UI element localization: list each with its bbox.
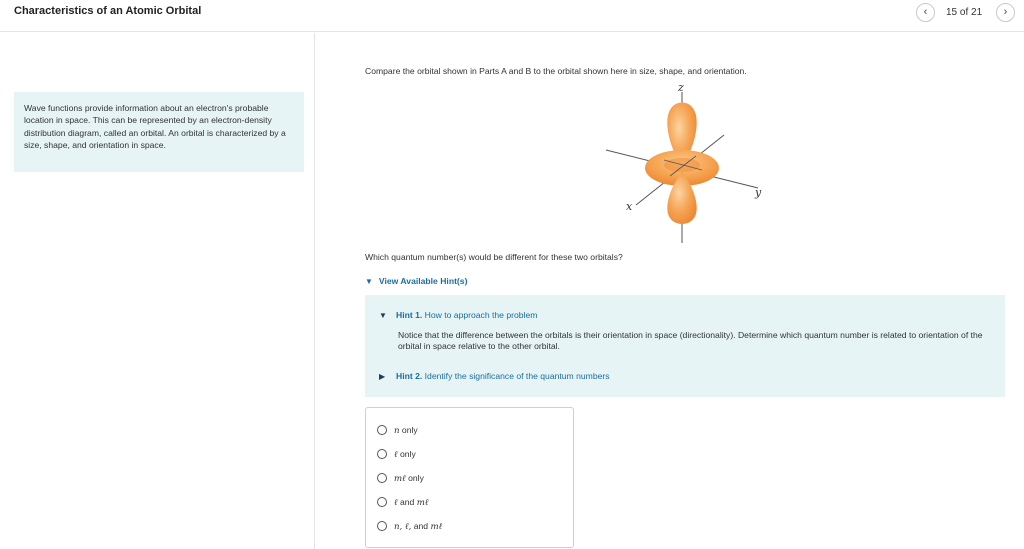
previous-page-button[interactable] — [916, 3, 935, 22]
option-label: n only — [394, 424, 418, 436]
hints-panel — [365, 295, 1005, 397]
option-label: n, ℓ, and mℓ — [394, 520, 443, 532]
question-prompt: Compare the orbital shown in Parts A and B to the orbital shown here in size, shape, and orientation. — [365, 66, 747, 76]
question-text: Which quantum number(s) would be different for these two orbitals? — [365, 252, 623, 262]
chevron-right-icon: › — [1003, 6, 1008, 18]
triangle-down-icon: ▼ — [365, 277, 373, 286]
hint-1-number: Hint 1. — [396, 310, 423, 320]
page-counter: 15 of 21 — [946, 7, 983, 18]
header-bar — [0, 0, 1024, 32]
hint-1-body: Notice that the difference between the orbitals is their orientation in space (directionality). Determine which quantum number is related to orientation of the orbital in space relative to the other orbital. — [398, 330, 983, 351]
next-page-button[interactable] — [996, 3, 1015, 22]
page-title: Characteristics of an Atomic Orbital — [14, 5, 202, 17]
hint-2-number: Hint 2. — [396, 371, 423, 381]
radio-button[interactable] — [377, 425, 387, 435]
radio-button[interactable] — [377, 497, 387, 507]
view-hints-label: View Available Hint(s) — [378, 276, 468, 286]
option-label: ℓ only — [394, 448, 416, 460]
option-label: mℓ only — [394, 472, 424, 484]
option-n-only[interactable] — [377, 423, 418, 437]
triangle-down-icon: ▼ — [379, 311, 387, 320]
hint-2-toggle[interactable] — [379, 371, 610, 381]
column-divider — [314, 33, 315, 549]
chevron-left-icon: ‹ — [923, 6, 928, 18]
view-hints-toggle[interactable] — [365, 276, 467, 286]
triangle-right-icon: ▶ — [379, 372, 386, 381]
intro-panel — [14, 92, 304, 172]
option-label: ℓ and mℓ — [394, 496, 429, 508]
z-axis-label: z — [678, 81, 684, 94]
x-axis-label: x — [626, 200, 633, 213]
option-l-only[interactable] — [377, 447, 416, 461]
option-ml-only[interactable] — [377, 471, 424, 485]
intro-text: Wave functions provide information about an electron's probable location in space. This can be represented by an electron-density distribution diagram, called an orbital. An orbital is characterized by a size, shape, and orientation in space. — [24, 103, 286, 150]
orbital-diagram — [598, 80, 774, 246]
option-n-l-and-ml[interactable] — [377, 519, 442, 533]
radio-button[interactable] — [377, 473, 387, 483]
answer-options — [365, 407, 574, 548]
hint-1-title: How to approach the problem — [424, 310, 538, 320]
y-axis-label: y — [755, 186, 762, 199]
option-l-and-ml[interactable] — [377, 495, 428, 509]
radio-button[interactable] — [377, 449, 387, 459]
radio-button[interactable] — [377, 521, 387, 531]
hint-2-title: Identify the significance of the quantum numbers — [424, 371, 610, 381]
hint-1-toggle[interactable] — [379, 310, 537, 320]
